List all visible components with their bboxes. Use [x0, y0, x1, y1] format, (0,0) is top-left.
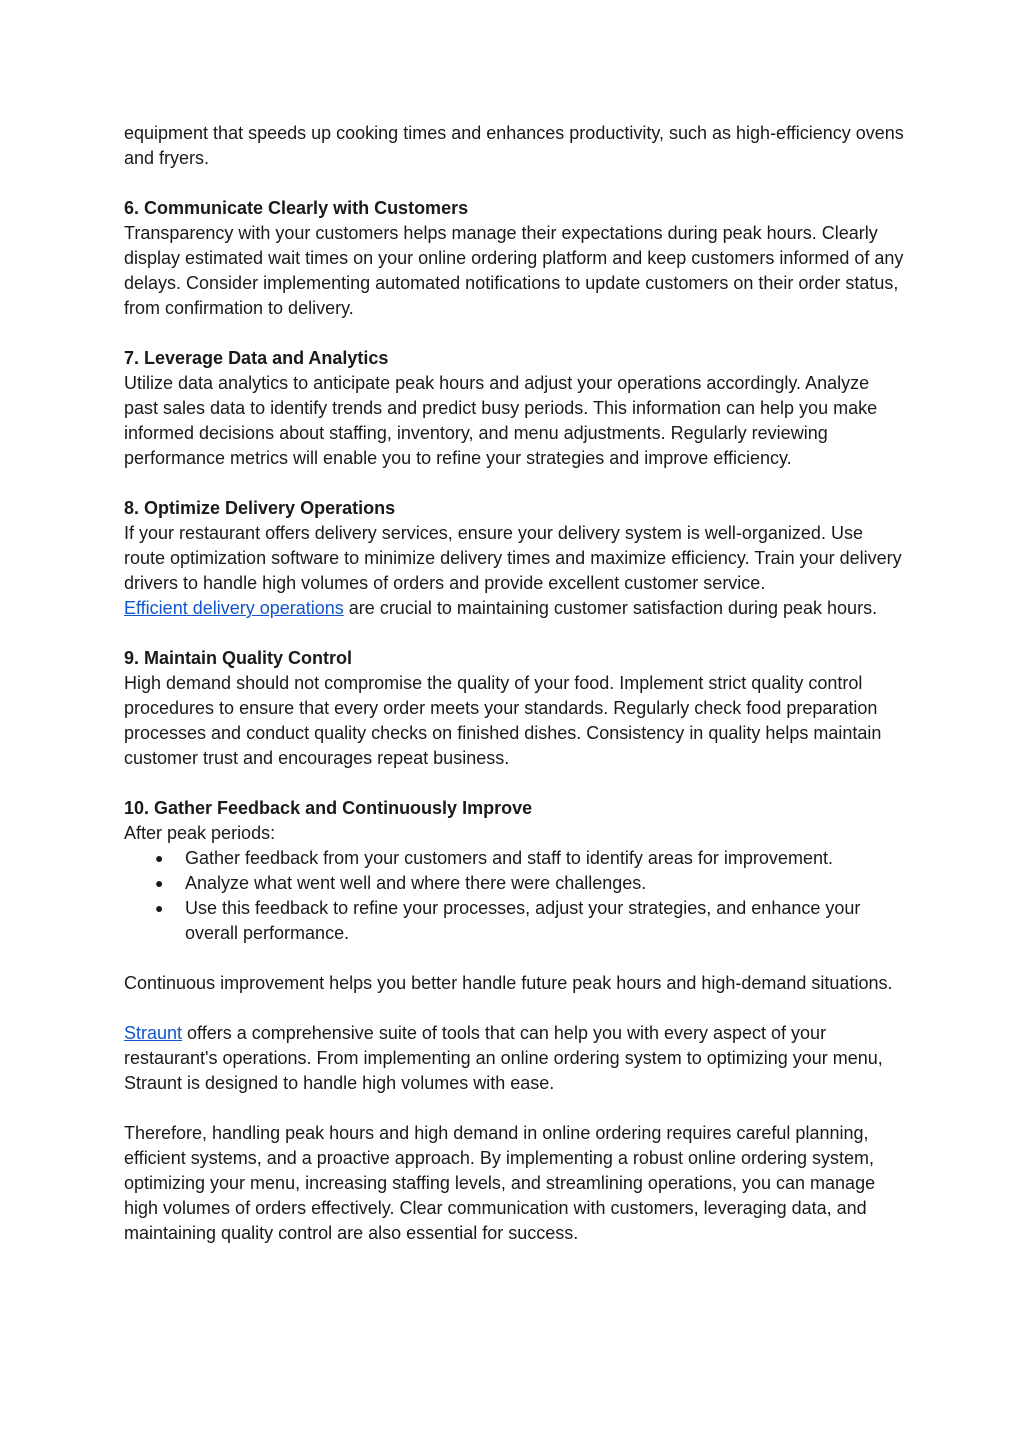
- delivery-link-trailing-text: are crucial to maintaining customer satisfaction during peak hours.: [343, 598, 878, 618]
- section-lead-feedback: After peak periods:: [124, 823, 276, 843]
- list-item-text: Gather feedback from your customers and staff to identify areas for improvement.: [185, 848, 833, 868]
- list-item: [124, 896, 904, 946]
- list-item-text: Use this feedback to refine your processes, adjust your strategies, and enhance your overall performance.: [185, 898, 861, 943]
- conclusion-text: Therefore, handling peak hours and high demand in online ordering requires careful planning, efficient systems, and a proactive approach. By implementing a robust online ordering system, optimizing your menu, increasing staffing levels, and streamlining operations, you can manage high volumes of orders effectively. Clear communication with customers, leveraging data, and maintaining quality control are also essential for success.: [124, 1123, 876, 1243]
- section-heading-communicate: 6. Communicate Clearly with Customers: [124, 198, 469, 218]
- bullet-icon: ●: [155, 875, 164, 891]
- section-heading-delivery: 8. Optimize Delivery Operations: [124, 498, 396, 518]
- section-data-analytics: [124, 346, 904, 471]
- efficient-delivery-link[interactable]: Efficient delivery operations: [124, 598, 344, 618]
- section-heading-data-analytics: 7. Leverage Data and Analytics: [124, 348, 389, 368]
- continuous-improvement-text: Continuous improvement helps you better handle future peak hours and high-demand situations.: [124, 973, 893, 993]
- section-heading-quality-control: 9. Maintain Quality Control: [124, 648, 353, 668]
- straunt-link[interactable]: Straunt: [124, 1023, 183, 1043]
- continuous-improvement-paragraph: [124, 971, 904, 996]
- section-communicate: [124, 196, 904, 321]
- section-heading-feedback: 10. Gather Feedback and Continuously Improve: [124, 798, 533, 818]
- straunt-text-line: [124, 1021, 904, 1096]
- feedback-bullet-list: [124, 846, 904, 946]
- bullet-icon: ●: [155, 900, 164, 916]
- section-feedback: [124, 796, 904, 946]
- conclusion-paragraph: [124, 1121, 904, 1246]
- document-page: [124, 121, 904, 1271]
- bullet-icon: ●: [155, 850, 164, 866]
- intro-paragraph: [124, 121, 904, 171]
- section-delivery-link-line: [124, 596, 904, 621]
- section-body-delivery: If your restaurant offers delivery services, ensure your delivery system is well-organized. Use route optimization software to minimize delivery times and maximize efficiency. Train your delivery drivers to handle high volumes of orders and provide excellent customer service.: [124, 523, 902, 593]
- list-item: [124, 846, 904, 871]
- section-delivery: [124, 496, 904, 621]
- section-body-communicate: Transparency with your customers helps manage their expectations during peak hours. Clearly display estimated wait times on your online ordering platform and keep customers informed of any delays. Consider implementing automated notifications to update customers on their order status, from confirmation to delivery.: [124, 223, 904, 318]
- section-body-quality-control: High demand should not compromise the quality of your food. Implement strict quality control procedures to ensure that every order meets your standards. Regularly check food preparation processes and conduct quality checks on finished dishes. Consistency in quality helps maintain customer trust and encourages repeat business.: [124, 673, 882, 768]
- straunt-paragraph: [124, 1021, 904, 1096]
- list-item-text: Analyze what went well and where there were challenges.: [185, 873, 647, 893]
- intro-text: equipment that speeds up cooking times and enhances productivity, such as high-efficiency ovens and fryers.: [124, 123, 904, 168]
- list-item: [124, 871, 904, 896]
- straunt-description: offers a comprehensive suite of tools that can help you with every aspect of your restaurant's operations. From implementing an online ordering system to optimizing your menu, Straunt is designed to handle high volumes with ease.: [124, 1023, 883, 1093]
- section-quality-control: [124, 646, 904, 771]
- section-body-data-analytics: Utilize data analytics to anticipate peak hours and adjust your operations accordingly. Analyze past sales data to identify trends and predict busy periods. This information can help you make informed decisions about staffing, inventory, and menu adjustments. Regularly reviewing performance metrics will enable you to refine your strategies and improve efficiency.: [124, 373, 878, 468]
